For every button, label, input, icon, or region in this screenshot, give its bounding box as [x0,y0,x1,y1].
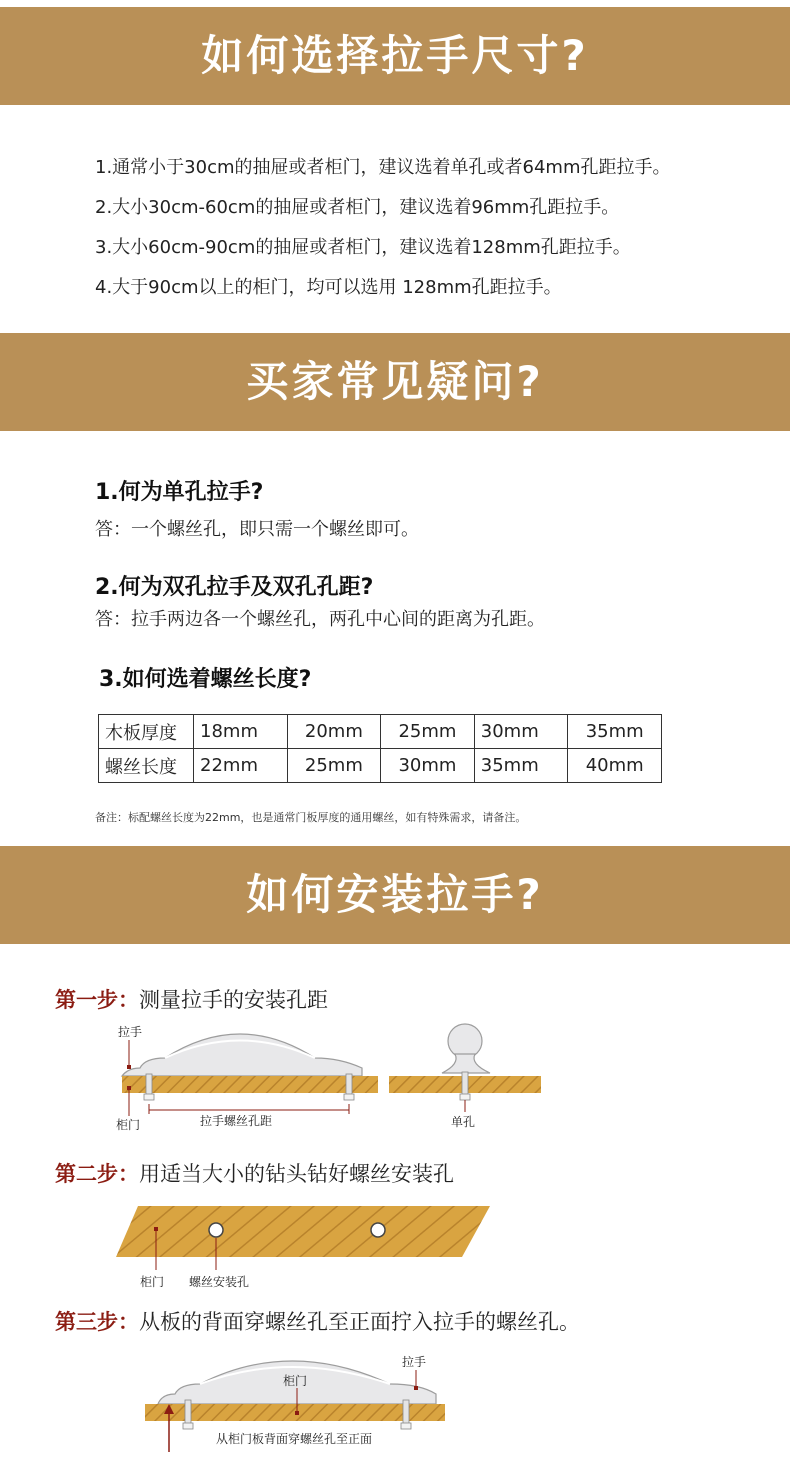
screw-note: 备注：标配螺丝长度为22mm，也是通常门板厚度的通用螺丝，如有特殊需求，请备注。 [95,811,527,824]
table-cell: 30mm [381,749,475,783]
callout-through: 从柜门板背面穿螺丝孔至正面 [216,1432,373,1446]
callout-handle: 拉手 [402,1355,427,1369]
section-title: 买家常见疑问? [246,357,544,406]
section-banner-install [0,846,790,944]
table-cell: 35mm [568,715,662,749]
step-text: 从板的背面穿螺丝孔至正面拧入拉手的螺丝孔。 [139,1310,580,1334]
section-banner-faq [0,333,790,431]
rule-line-2: 2.大小30cm-60cm的抽屉或者柜门，建议选着96mm孔距拉手。 [95,197,620,218]
step-1-diagram [100,1018,560,1140]
screw-icon [346,1074,352,1096]
step-2-title [55,1158,454,1188]
step-label: 第三步： [55,1310,139,1334]
faq-question-3: 3.如何选着螺丝长度? [99,667,312,692]
table-cell: 18mm [194,715,288,749]
table-cell: 40mm [568,749,662,783]
callout-handle: 拉手 [118,1025,143,1039]
rule-line-3: 3.大小60cm-90cm的抽屉或者柜门，建议选着128mm孔距拉手。 [95,237,631,258]
section-banner-size [0,7,790,105]
table-cell: 25mm [287,749,381,783]
table-cell: 35mm [474,749,568,783]
door-board [122,1076,378,1093]
screw-icon [462,1072,468,1096]
knob-shape [448,1024,482,1058]
step-text: 用适当大小的钻头钻好螺丝安装孔 [139,1162,454,1186]
step-2-diagram [110,1200,500,1295]
drill-hole-icon [371,1223,385,1237]
step-label: 第一步： [55,988,139,1012]
callout-door: 柜门 [283,1374,308,1388]
step-1-title [55,984,328,1014]
table-cell: 30mm [474,715,568,749]
section-title: 如何安装拉手? [246,870,544,919]
faq-question-2: 2.何为双孔拉手及双孔孔距? [95,575,374,600]
callout-single: 单孔 [451,1115,476,1129]
table-row [99,715,662,749]
callout-door: 柜门 [140,1275,165,1289]
screw-icon [146,1074,152,1096]
rule-line-4: 4.大于90cm以上的柜门，均可以选用 128mm孔距拉手。 [95,277,562,298]
table-cell: 20mm [287,715,381,749]
table-cell: 螺丝长度 [99,749,194,783]
faq-answer-2: 答：拉手两边各一个螺丝孔，两孔中心间的距离为孔距。 [95,609,545,630]
rule-line-1: 1.通常小于30cm的抽屉或者柜门，建议选着单孔或者64mm孔距拉手。 [95,157,671,178]
section-title: 如何选择拉手尺寸? [201,31,589,80]
drilled-board [116,1206,490,1257]
callout-hole: 螺丝安装孔 [189,1275,250,1289]
faq-question-1: 1.何为单孔拉手? [95,480,264,505]
screw-icon [185,1400,191,1426]
step-label: 第二步： [55,1162,139,1186]
step-text: 测量拉手的安装孔距 [139,988,328,1012]
step-3-diagram [140,1350,460,1460]
callout-door: 柜门 [116,1118,141,1132]
screw-length-table [98,714,662,783]
table-row [99,749,662,783]
callout-spacing: 拉手螺丝孔距 [200,1114,273,1128]
table-cell: 25mm [381,715,475,749]
screw-icon [403,1400,409,1426]
faq-answer-1: 答：一个螺丝孔，即只需一个螺丝即可。 [95,519,419,540]
table-cell: 木板厚度 [99,715,194,749]
table-cell: 22mm [194,749,288,783]
drill-hole-icon [209,1223,223,1237]
step-3-title [55,1306,580,1336]
